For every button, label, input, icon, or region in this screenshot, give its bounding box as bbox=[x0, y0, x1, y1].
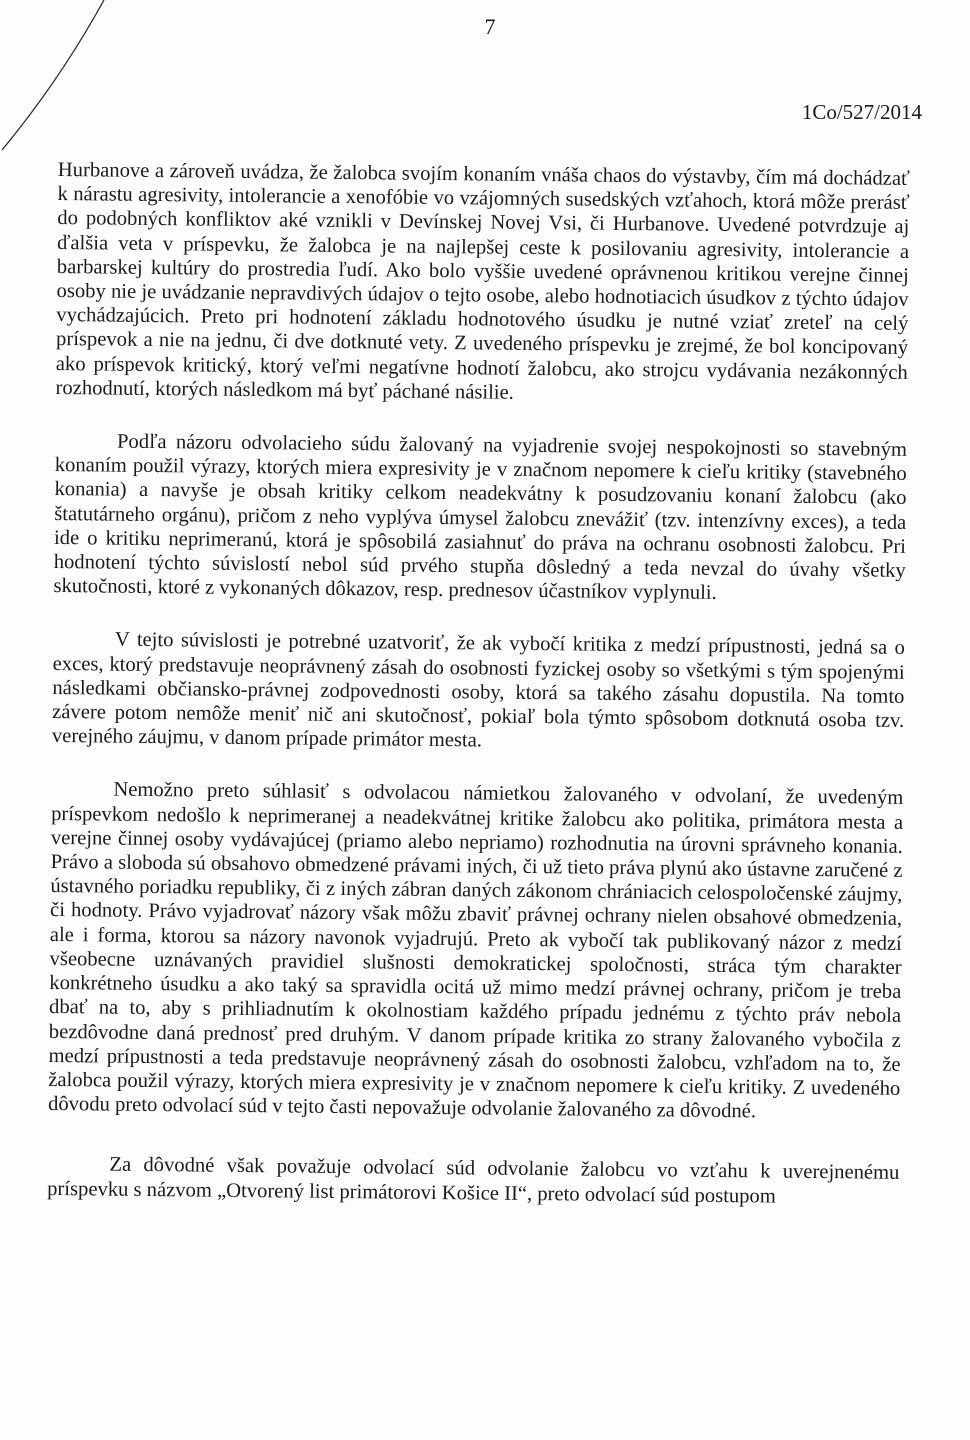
paragraph-plaintiff-appeal: Za dôvodné však považuje odvolací súd odvolanie žalobcu vo vzťahu k uverejnenému príspevku s názvom „Otvorený list primátorovi Košice II“, preto odvolací súd postupom bbox=[47, 1153, 900, 1208]
case-number: 1Co/527/2014 bbox=[801, 100, 922, 124]
paragraph-excess-conclusion: V tejto súvislosti je potrebné uzatvoriť, že ak vybočí kritika z medzí prípustnosti, jedná sa o exces, ktorý predstavuje neoprávnený zásah do osobnosti fyzickej osoby so všetkými s tým spojenými následkami občiansko-právnej zodpovednosti osoby, ktorá sa takého zásahu dopustila. Na tomto závere potom nemôže meniť nič ani skutočnosť, pokiaľ bola týmto spôsobom dotknutá osoba tzv. verejného záujmu, v danom prípade primátor mesta. bbox=[51, 629, 906, 752]
paragraph-continuation: Hurbanove a zároveň uvádza, že žalobca svojím konaním vnáša chaos do výstavby, čím má dochádzať k nárastu agresivity, intolerancie a xenofóbie vo vzájomných susedských vzťahoch, ktorá môže prerásť do podobných konfliktov aké vznikli v Devínskej Novej Vsi, či Hurbanove. Uvedené potvrdzuje aj ďalšia veta v príspevku, že žalobca je na najlepšej ceste k posilovaniu agresivity, intolerancie a barbarskej kultúry do prostredia ľudí. Ako bolo vyššie uvedené oprávnenou kritikou verejne činnej osoby nie je uvádzanie nepravdivých údajov o tejto osobe, alebo hodnotiacich úsudkov z týchto údajov vychádzajúcich. Preto pri hodnotení základu hodnotového úsudku je nutné vziať zreteľ na celý príspevok a nie na jednu, či dve dotknuté vety. Z uvedeného príspevku je zrejmé, že bol koncipovaný ako príspevok kritický, ktorý veľmi negatívne hodnotí žalobcu, ako strojcu vydávania nezákonných rozhodnutí, ktorých následkom má byť páchané násilie. bbox=[55, 158, 910, 404]
paragraph-appeal-court-opinion: Podľa názoru odvolacieho súdu žalovaný na vyjadrenie svojej nespokojnosti so stavebným konaním použil výrazy, ktorých miera expresivity je v značnom nepomere k cieľu kritiky (stavebného konania) a navyše je obsah kritiky celkom neadekvátny k posudzovaniu konaní žalobcu (ako štatutárneho orgánu), pričom z neho vyplýva úmysel žalobcu znevážiť (tzv. intenzívny exces), a teda ide o kritiku neprimeranú, ktorá je spôsobilá zasiahnuť do práva na ochranu osobnosti žalobcu. Pri hodnotení týchto súvislostí nebol súd prvého stupňa dôsledný a teda nevzal do úvahy všetky skutočnosti, ktoré z vykonaných dôkazov, resp. prednesov účastníkov vyplynuli. bbox=[53, 430, 908, 605]
scan-edge-line bbox=[2, 0, 104, 150]
page-number: 7 bbox=[484, 14, 496, 39]
document-body bbox=[47, 158, 910, 1210]
paragraph-objection-rejected: Nemožno preto súhlasiť s odvolacou námietkou žalovaného v odvolaní, že uvedeným príspevkom nedošlo k neprimeranej a neadekvátnej kritike žalobcu ako politika, primátora mesta a verejne činnej osoby vydávajúcej (priamo alebo nepriamo) rozhodnutia na úrovni správneho konania. Právo a sloboda sú obsahovo obmedzené právami iných, či už tieto práva plynú ako ústavne zaručené z ústavného poriadku republiky, či z iných zábran daných zákonom chrániacich celospoločenské záujmy, či hodnoty. Právo vyjadrovať názory však môžu zbaviť právnej ochrany nielen obsahové obmedzenia, ale i forma, ktorou sa názory navonok vyjadrujú. Preto ak vybočí tak publikovaný názor z medzí všeobecne uznávaných pravidiel slušnosti demokratickej spoločnosti, stráca tým charakter konkrétneho úsudku a ako taký sa spravidla ocitá už mimo medzí právnej ochrany, pričom je treba dbať na to, aby s prihliadnutím k okolnostiam každého prípadu jednému z týchto práv nebola bezdôvodne daná prednosť pred druhým. V danom prípade kritika zo strany žalovaného vybočila z medzí prípustnosti a teda predstavuje neoprávnený zásah do osobnosti žalobcu, vzhľadom na to, že žalobca použil výrazy, ktorých miera expresivity je v značnom nepomere k cieľu kritiky. Z uvedeného dôvodu preto odvolací súd v tejto časti nepovažuje odvolanie žalovaného za dôvodné. bbox=[47, 779, 904, 1123]
